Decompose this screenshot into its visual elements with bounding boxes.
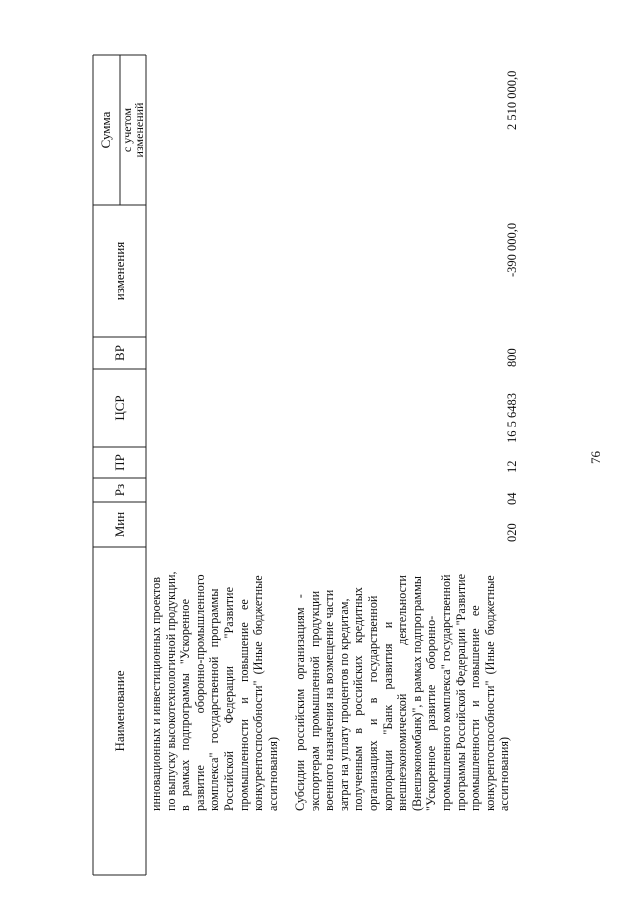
header-pr: ПР xyxy=(112,454,127,471)
header-csr: ЦСР xyxy=(112,395,127,421)
row2-changes: -390 000,0 xyxy=(505,222,519,277)
row2-description: Субсидии российским организациям - экспортерам промышленной продукции военного назначения на возмещение части затрат на уплату процентов по кредитам, полученным в российских кредитных организациях и в государственной корпорации "Банк развития и внешнеэкономической деятельности (Внешэкономбанк)", в рамках подпрограммы "Ускоренное развитие оборонно- промышленного комплекса" государственной программы Российской Федерации "Развитие промышленности и повышение ее конкурентоспособности" (Иные бюджетные ассигнования) xyxy=(293,573,512,811)
row2-rz: 04 xyxy=(505,492,519,505)
row2-with-changes: 2 510 000,0 xyxy=(505,70,519,130)
row2-vr: 800 xyxy=(505,348,519,367)
row1-description: инновационных и инвестиционных проектов по выпуску высокотехнологичной продукции, в рамках подпрограммы "Ускоренное развитие оборонно-промышленного комплекса" государственной программы Российской Федерации "Развитие промышленности и повышение ее конкурентоспособности" (Иные бюджетные ассигнования) xyxy=(149,571,280,811)
header-with-changes-line2: изменений xyxy=(132,102,146,158)
row2-pr: 12 xyxy=(505,460,519,473)
header-sum: Сумма xyxy=(98,111,113,149)
header-with-changes-line1: с учетом xyxy=(120,107,134,153)
row2-csr: 16 5 6483 xyxy=(505,393,519,443)
header-changes: изменения xyxy=(112,241,127,301)
row2-min: 020 xyxy=(505,523,519,542)
header-name: Наименование xyxy=(112,670,127,752)
header-min: Мин xyxy=(112,511,127,538)
header-rz: Рз xyxy=(112,483,127,497)
header-vr: ВР xyxy=(112,345,127,361)
header-with-changes xyxy=(121,55,145,205)
page-number: 76 xyxy=(588,451,603,464)
